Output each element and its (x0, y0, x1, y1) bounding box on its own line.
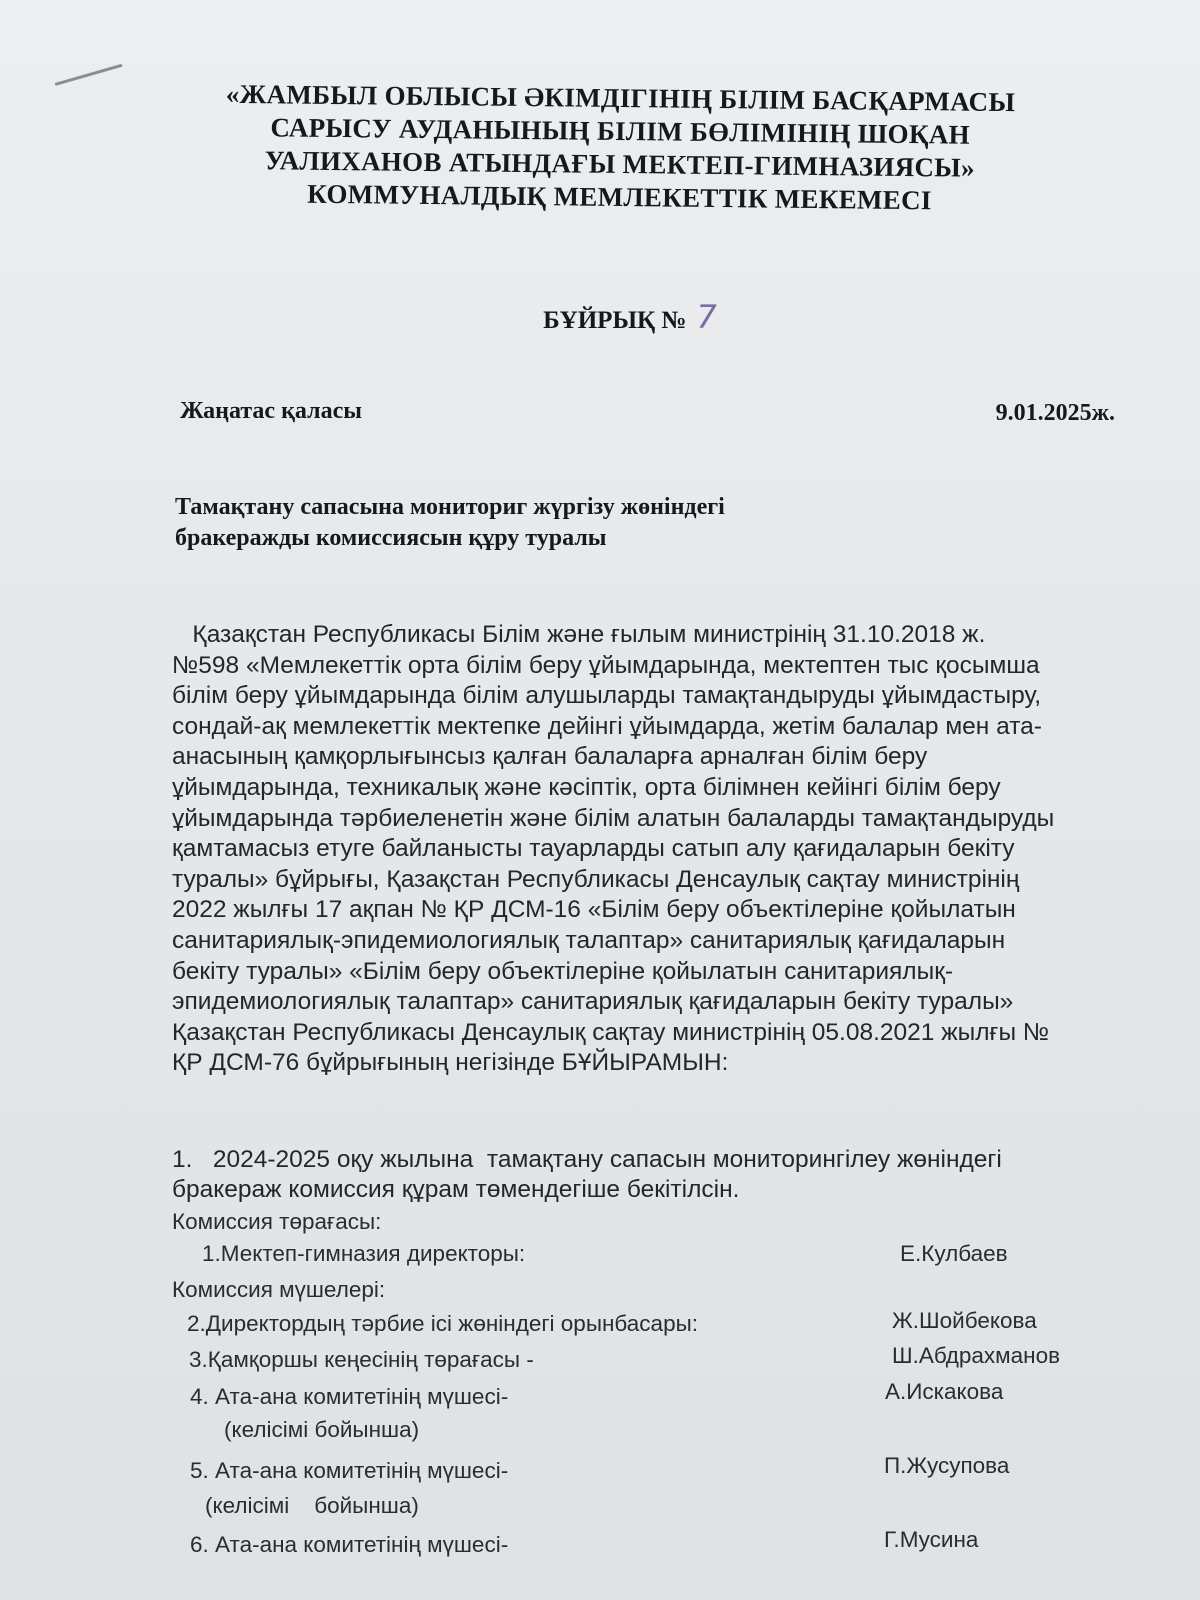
body-line: анасының қамқорлығынсыз қалған балаларға арналған білім беру (172, 743, 928, 771)
members-heading: Комиссия мүшелері: (172, 1277, 386, 1302)
header-line-1: «ЖАМБЫЛ ОБЛЫСЫ ӘКІМДІГІНІҢ БІЛІМ БАСҚАРМАСЫ (225, 78, 1016, 118)
body-line: ҚР ДСМ-76 бұйрығының негізінде БҰЙЫРАМЫН: (172, 1049, 729, 1077)
member-name: П.Жусупова (884, 1453, 1010, 1478)
member-name: Г.Мусина (884, 1527, 979, 1552)
member-name: Ж.Шойбекова (892, 1308, 1037, 1333)
subject-line-1: Тамақтану сапасына мониториг жүргізу жөніндегі (175, 494, 725, 520)
body-line: №598 «Мемлекеттік орта білім беру ұйымдарында, мектептен тыс қосымша (172, 651, 1040, 679)
body-line: эпидемиологиялық талаптар» санитариялық қағидаларын бекіту туралы» (172, 988, 1014, 1016)
place-of-issue: Жаңатас қаласы (180, 398, 362, 424)
member-role: 2.Директордың тәрбие ісі жөніндегі орынбасары: (187, 1311, 699, 1336)
order-subject (175, 492, 725, 554)
body-line: сондай-ақ мемлекеттік мектепке дейінгі ұйымдарда, жетім балалар мен ата- (172, 712, 1042, 740)
order-label: БҰЙРЫҚ № (543, 307, 687, 334)
body-line: қамтамасыз етуге байланысты тауарларды сатып алу қағидаларын бекіту (172, 835, 1015, 863)
order-title (0, 298, 1200, 336)
member-name: Е.Кулбаев (900, 1241, 1008, 1266)
order-number: 7 (696, 298, 717, 336)
member-name: А.Искакова (885, 1379, 1004, 1404)
pencil-mark (55, 64, 123, 86)
body-line: санитариялық-эпидемиологиялық талаптар» санитариялық қағидаларын (172, 926, 1006, 954)
body-line: ұйымдарында тәрбиеленетін және білім алатын балаларды тамақтандыруды (172, 804, 1055, 832)
body-line: 2022 жылғы 17 ақпан № ҚР ДСМ-16 «Білім беру объектілеріне қойылатын (172, 896, 1016, 924)
organization-header (149, 77, 1090, 219)
member-name: Ш.Абдрахманов (892, 1343, 1061, 1368)
member-role: 1.Мектеп-гимназия директоры: (202, 1241, 526, 1266)
member-role: 6. Ата-ана комитетінің мүшесі- (190, 1532, 509, 1557)
chair-heading: Комиссия төрағасы: (172, 1209, 382, 1234)
body-line: білім беру ұйымдарында білім алушыларды тамақтандыруды ұйымдастыру, (172, 682, 1042, 710)
member-role: 3.Қамқоршы кеңесінің төрағасы - (189, 1347, 534, 1372)
order-item-1 (172, 1145, 1132, 1205)
body-line: Қазақстан Республикасы Білім және ғылым министрінің 31.10.2018 ж. (172, 621, 986, 648)
item-line-2: бракераж комиссия құрам төмендегіше бекітілсін. (172, 1176, 740, 1203)
subject-line-2: бракеражды комиссиясын құру туралы (175, 525, 607, 551)
member-role: 4. Ата-ана комитетінің мүшесі- (190, 1384, 509, 1409)
header-line-4: КОММУНАЛДЫҚ МЕМЛЕКЕТТІК МЕКЕМЕСІ (307, 178, 932, 216)
member-role: 5. Ата-ана комитетінің мүшесі- (190, 1458, 509, 1483)
order-date: 9.01.2025ж. (995, 400, 1115, 426)
body-line: туралы» бұйрығы, Қазақстан Республикасы Денсаулық сақтау министрінің (172, 865, 1020, 893)
body-line: ұйымдарында, техникалық және кәсіптік, орта білімнен кейінгі білім беру (172, 773, 1001, 801)
agreement-note: (келісімі бойынша) (224, 1417, 420, 1442)
body-line: Қазақстан Республикасы Денсаулық сақтау министрінің 05.08.2021 жылғы № (172, 1018, 1050, 1046)
header-line-2: САРЫСУ АУДАНЫНЫҢ БІЛІМ БӨЛІМІНІҢ ШОҚАН (270, 112, 971, 150)
body-line: бекіту туралы» «Білім беру объектілеріне қойылатын санитариялық- (172, 957, 954, 985)
agreement-note: (келісімі бойынша) (205, 1493, 419, 1518)
header-line-3: УАЛИХАНОВ АТЫНДАҒЫ МЕКТЕП-ГИМНАЗИЯСЫ» (264, 145, 976, 183)
item-line-1: 1. 2024-2025 оқу жылына тамақтану сапасын мониторингілеу жөніндегі (172, 1146, 1002, 1173)
order-preamble (172, 620, 1132, 1079)
